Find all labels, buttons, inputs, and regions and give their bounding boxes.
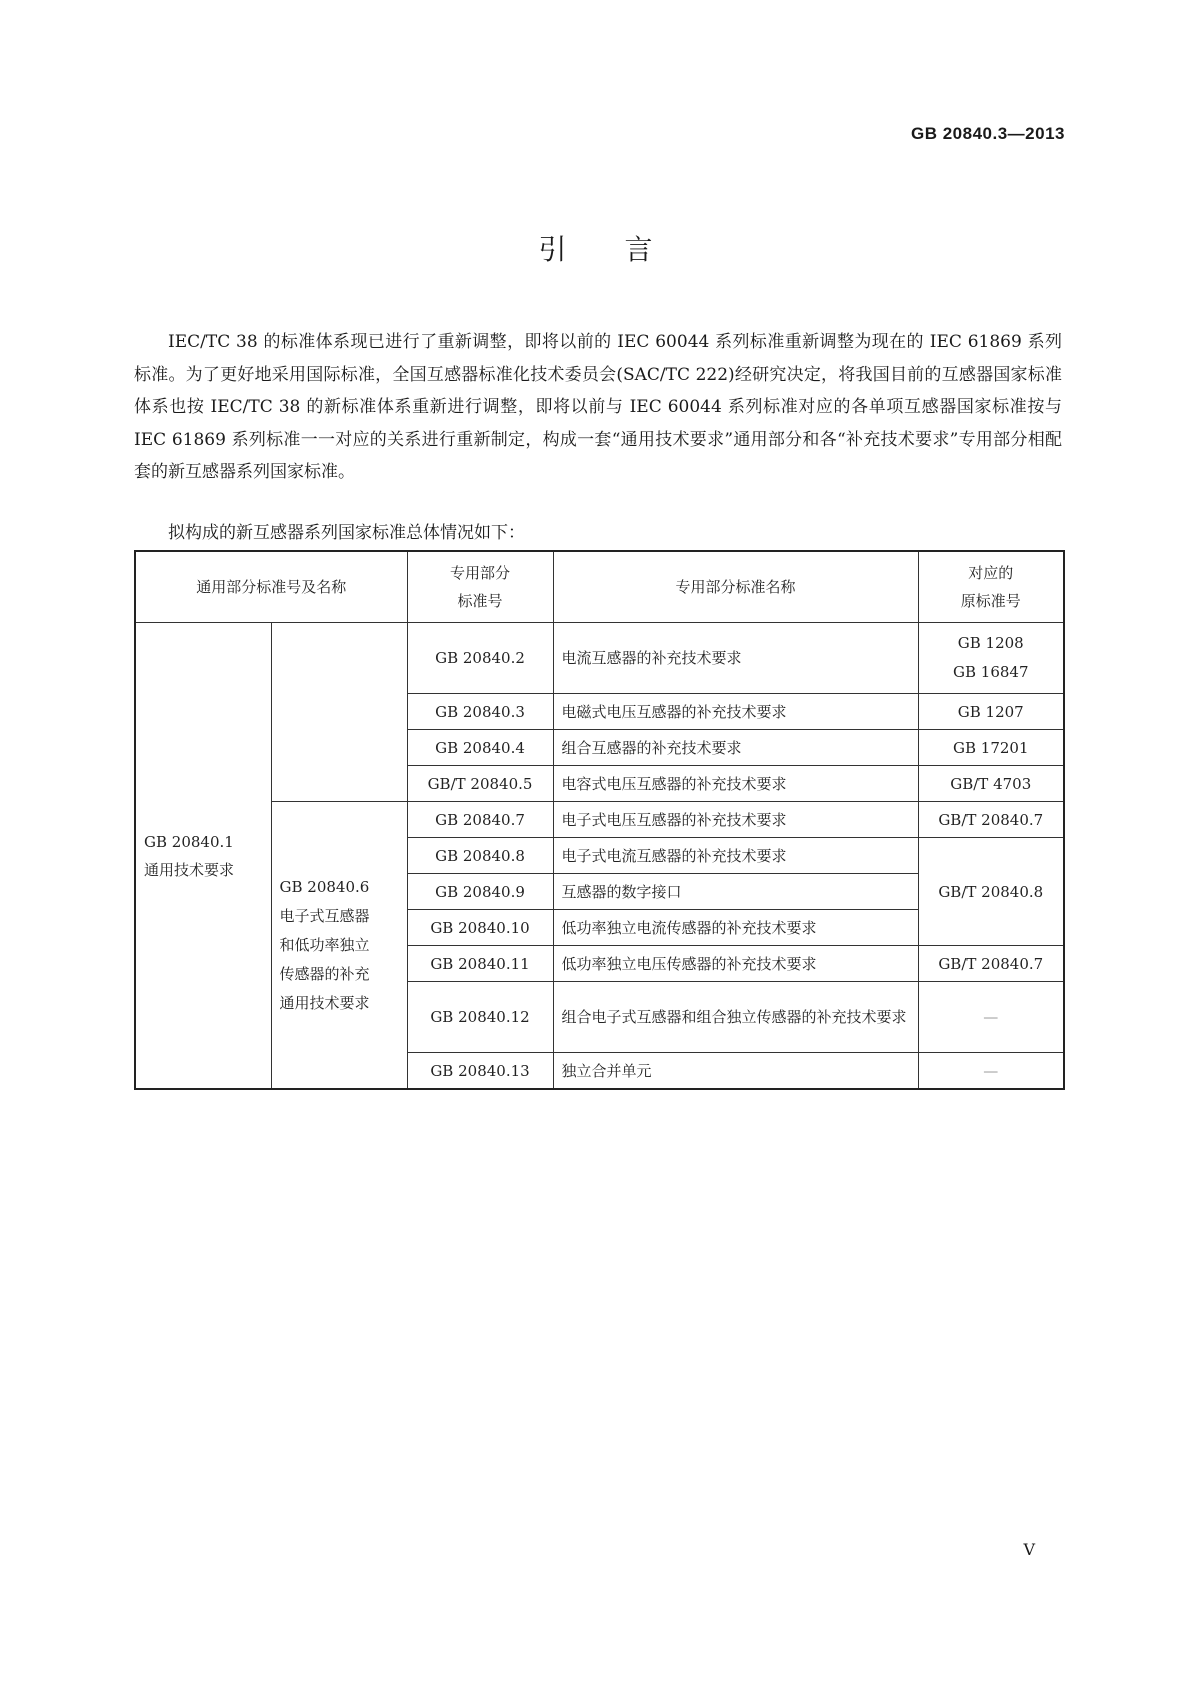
- row-orig: GB 17201: [918, 730, 1064, 766]
- row-no: GB 20840.9: [407, 874, 553, 910]
- page-title: 引言: [538, 233, 711, 266]
- row-no: GB 20840.2: [407, 623, 553, 694]
- header-special-no-line1: 专用部分: [450, 564, 511, 582]
- header-special-no-line2: 标准号: [457, 592, 503, 610]
- intro-paragraph-1: IEC/TC 38 的标准体系现已进行了重新调整，即将以前的 IEC 60044 系列标准重新调整为现在的 IEC 61869 系列标准。为了更好地采用国际标准，全国互感器标准化技术委员会(SAC/TC 222)经研究决定，将我国目前的互感器国家标准体系也按 IEC/TC 38 的新标准体系重新进行调整，即将以前与 IEC 60044 系列标准对应的各单项互感器国家标准按与 IEC 61869 系列标准一一对应的关系进行重新制定，构成一套“通用技术要求”通用部分和各“补充技术要求”专用部分相配套的新互感器系列国家标准。: [134, 332, 1062, 482]
- sub-general-no: GB 20840.6: [279, 877, 370, 896]
- table-row: [135, 802, 1064, 838]
- row-name: 组合互感器的补充技术要求: [553, 730, 918, 766]
- sub-general-name-line: 通用技术要求: [279, 993, 370, 1012]
- row-orig: [918, 623, 1064, 694]
- row-name: 电磁式电压互感器的补充技术要求: [553, 694, 918, 730]
- header-orig-no: [918, 551, 1064, 623]
- page-number: V: [1023, 1540, 1035, 1559]
- intro-body: [134, 326, 1062, 489]
- row-name: 组合电子式互感器和组合独立传感器的补充技术要求: [553, 982, 918, 1053]
- empty-subgroup-cell: [271, 623, 407, 802]
- row-no: GB 20840.13: [407, 1053, 553, 1090]
- header-general: 通用部分标准号及名称: [135, 551, 407, 623]
- row-no: GB 20840.10: [407, 910, 553, 946]
- row-no: GB/T 20840.5: [407, 766, 553, 802]
- general-part-cell: [135, 623, 271, 1090]
- row-orig-line: GB 1208: [957, 634, 1024, 652]
- row-orig: GB 1207: [918, 694, 1064, 730]
- row-orig-line: GB 16847: [953, 663, 1029, 681]
- sub-general-name-line: 和低功率独立: [279, 935, 370, 954]
- row-name: 独立合并单元: [553, 1053, 918, 1090]
- general-part-no: GB 20840.1: [144, 832, 234, 851]
- row-name: 低功率独立电流传感器的补充技术要求: [553, 910, 918, 946]
- header-orig-line2: 原标准号: [960, 592, 1021, 610]
- header-special-no: [407, 551, 553, 623]
- standards-table: [134, 550, 1065, 1090]
- table-row: [135, 623, 1064, 694]
- row-name: 电子式电压互感器的补充技术要求: [553, 802, 918, 838]
- row-name: 电容式电压互感器的补充技术要求: [553, 766, 918, 802]
- row-name: 电流互感器的补充技术要求: [553, 623, 918, 694]
- standard-code: GB 20840.3—2013: [911, 124, 1065, 143]
- header-orig-line1: 对应的: [968, 564, 1014, 582]
- row-name: 互感器的数字接口: [553, 874, 918, 910]
- row-no: GB 20840.4: [407, 730, 553, 766]
- row-name: 低功率独立电压传感器的补充技术要求: [553, 946, 918, 982]
- row-no: GB 20840.3: [407, 694, 553, 730]
- row-orig: GB/T 20840.7: [918, 946, 1064, 982]
- row-no: GB 20840.7: [407, 802, 553, 838]
- row-orig: GB/T 20840.7: [918, 802, 1064, 838]
- sub-general-cell: [271, 802, 407, 1090]
- table-header-row: [135, 551, 1064, 623]
- row-orig: GB/T 20840.8: [918, 838, 1064, 946]
- intro-paragraph-2: 拟构成的新互感器系列国家标准总体情况如下：: [168, 523, 525, 543]
- row-name: 电子式电流互感器的补充技术要求: [553, 838, 918, 874]
- row-orig: GB/T 4703: [918, 766, 1064, 802]
- row-no: GB 20840.12: [407, 982, 553, 1053]
- header-special-name: 专用部分标准名称: [553, 551, 918, 623]
- row-no: GB 20840.8: [407, 838, 553, 874]
- sub-general-name-line: 传感器的补充: [279, 964, 370, 983]
- row-orig: —: [918, 1053, 1064, 1090]
- general-part-name: 通用技术要求: [144, 860, 235, 879]
- row-no: GB 20840.11: [407, 946, 553, 982]
- sub-general-name-line: 电子式互感器: [279, 906, 370, 925]
- row-orig: —: [918, 982, 1064, 1053]
